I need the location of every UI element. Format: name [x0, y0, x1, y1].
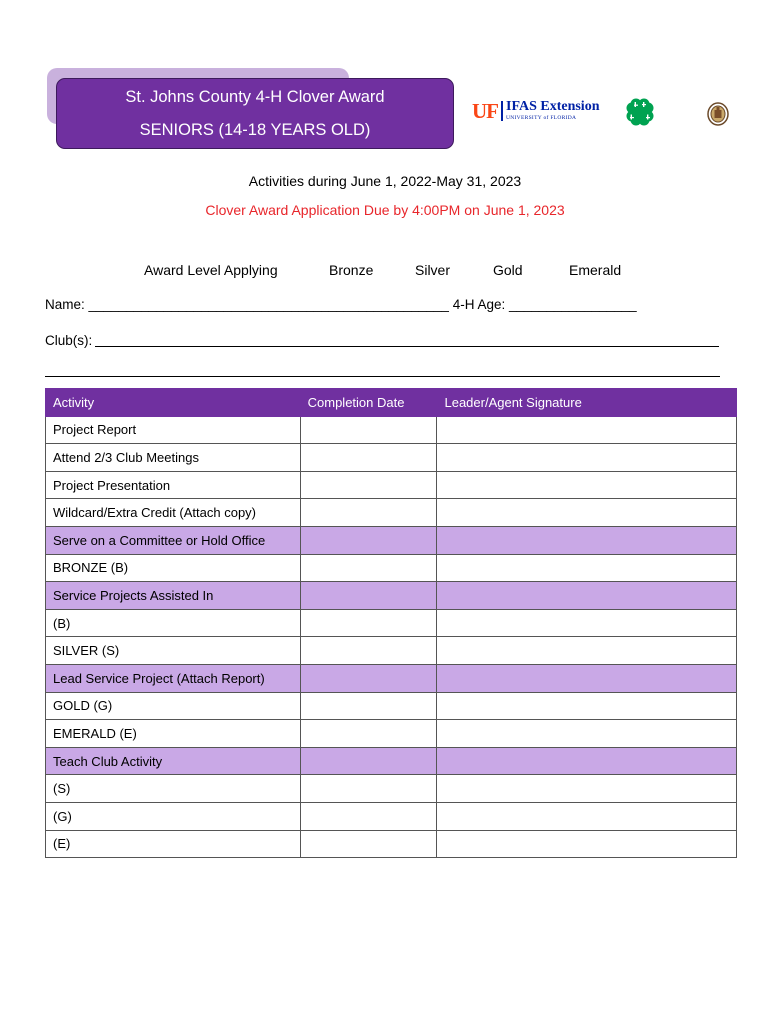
completion-date-cell [300, 582, 437, 610]
signature-cell [437, 747, 737, 775]
table-row [46, 720, 737, 748]
age-field[interactable]: _________________ [508, 297, 637, 312]
award-level-bronze[interactable]: Bronze [329, 262, 374, 278]
completion-date-cell[interactable] [300, 830, 437, 858]
signature-cell[interactable] [437, 444, 737, 472]
activity-cell: (E) [46, 830, 301, 858]
ifas-extension-text: IFAS Extension [506, 99, 600, 114]
activity-cell: (B) [46, 609, 301, 637]
completion-date-cell[interactable] [300, 692, 437, 720]
completion-date-cell [300, 747, 437, 775]
completion-date-cell[interactable] [300, 609, 437, 637]
completion-date-cell[interactable] [300, 554, 437, 582]
name-field[interactable]: ________________________________________________ [88, 297, 449, 312]
activity-cell: (G) [46, 802, 301, 830]
title-banner [56, 78, 454, 149]
signature-cell[interactable] [437, 416, 737, 444]
header-activity: Activity [46, 389, 301, 417]
award-level-gold[interactable]: Gold [493, 262, 523, 278]
header-leader-signature: Leader/Agent Signature [437, 389, 737, 417]
award-level-emerald[interactable]: Emerald [569, 262, 622, 278]
table-row [46, 609, 737, 637]
clubs-label: Club(s): [45, 333, 93, 348]
due-date-notice: Clover Award Application Due by 4:00PM on June 1, 2023 [205, 202, 565, 218]
table-row [46, 775, 737, 803]
table-row [46, 692, 737, 720]
completion-date-cell[interactable] [300, 637, 437, 665]
activity-cell: Wildcard/Extra Credit (Attach copy) [46, 499, 301, 527]
activity-cell: GOLD (G) [46, 692, 301, 720]
signature-cell [437, 582, 737, 610]
header-completion-date: Completion Date [300, 389, 437, 417]
completion-date-cell[interactable] [300, 499, 437, 527]
activities-period: Activities during June 1, 2022-May 31, 2023 [248, 173, 522, 189]
table-row [46, 554, 737, 582]
activity-cell: Project Presentation [46, 471, 301, 499]
activity-cell: (S) [46, 775, 301, 803]
signature-cell[interactable] [437, 637, 737, 665]
uf-ifas-logo [472, 98, 602, 126]
age-label: 4-H Age: [452, 297, 506, 312]
page-title: St. Johns County 4-H Clover Award [125, 88, 385, 106]
table-section-row [46, 747, 737, 775]
activity-cell: Service Projects Assisted In [46, 582, 301, 610]
activity-cell: SILVER (S) [46, 637, 301, 665]
completion-date-cell[interactable] [300, 720, 437, 748]
signature-cell[interactable] [437, 720, 737, 748]
table-header-row [46, 389, 737, 417]
name-label: Name: [45, 297, 85, 312]
completion-date-cell[interactable] [300, 444, 437, 472]
uf-divider [501, 101, 503, 121]
table-section-row [46, 664, 737, 692]
signature-cell[interactable] [437, 802, 737, 830]
4-h-clover-icon [624, 96, 656, 128]
activity-cell: Lead Service Project (Attach Report) [46, 664, 301, 692]
table-section-row [46, 582, 737, 610]
completion-date-cell[interactable] [300, 775, 437, 803]
table-row [46, 471, 737, 499]
uf-mark: UF [472, 99, 498, 123]
signature-cell[interactable] [437, 471, 737, 499]
table-row [46, 802, 737, 830]
signature-cell[interactable] [437, 609, 737, 637]
signature-cell[interactable] [437, 554, 737, 582]
signature-cell [437, 526, 737, 554]
signature-cell[interactable] [437, 830, 737, 858]
completion-date-cell [300, 664, 437, 692]
completion-date-cell [300, 526, 437, 554]
completion-date-cell[interactable] [300, 802, 437, 830]
table-section-row [46, 526, 737, 554]
signature-cell [437, 664, 737, 692]
county-seal-icon [707, 102, 729, 126]
completion-date-cell[interactable] [300, 416, 437, 444]
signature-cell[interactable] [437, 692, 737, 720]
university-text: UNIVERSITY of FLORIDA [506, 115, 577, 121]
table-row [46, 416, 737, 444]
clubs-field-line-1[interactable] [95, 346, 719, 347]
award-level-label: Award Level Applying [144, 262, 278, 278]
activity-cell: Project Report [46, 416, 301, 444]
name-age-row [45, 297, 637, 312]
activity-cell: Teach Club Activity [46, 747, 301, 775]
activity-table [45, 388, 737, 858]
award-level-silver[interactable]: Silver [415, 262, 451, 278]
activity-cell: BRONZE (B) [46, 554, 301, 582]
completion-date-cell[interactable] [300, 471, 437, 499]
activity-cell: EMERALD (E) [46, 720, 301, 748]
table-row [46, 830, 737, 858]
signature-cell[interactable] [437, 775, 737, 803]
clubs-field-line-2[interactable] [45, 376, 720, 377]
activity-cell: Serve on a Committee or Hold Office [46, 526, 301, 554]
activity-cell: Attend 2/3 Club Meetings [46, 444, 301, 472]
table-row [46, 444, 737, 472]
table-row [46, 499, 737, 527]
signature-cell[interactable] [437, 499, 737, 527]
table-row [46, 637, 737, 665]
page-subtitle: SENIORS (14-18 YEARS OLD) [139, 121, 371, 139]
